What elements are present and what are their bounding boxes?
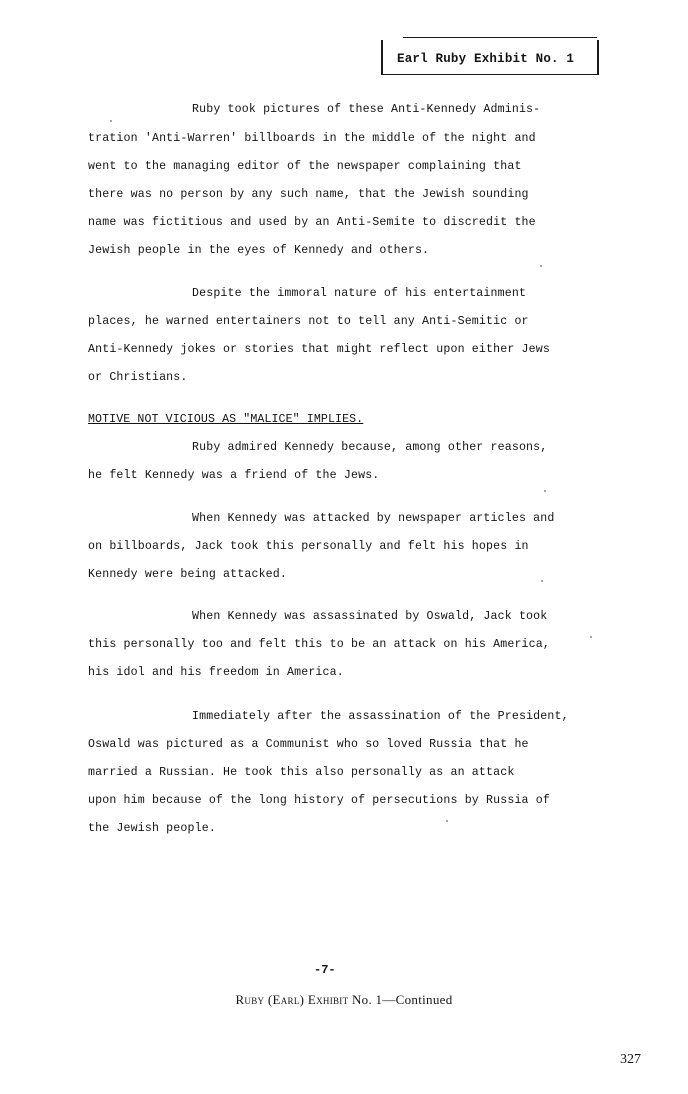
scan-speck xyxy=(110,120,112,122)
text-line: When Kennedy was attacked by newspaper articles and xyxy=(192,512,555,525)
caption-earl: (Earl) xyxy=(267,992,305,1007)
exhibit-caption xyxy=(0,992,688,1008)
text-line: name was fictitious and used by an Anti-Semite to discredit the xyxy=(88,216,536,229)
scan-speck xyxy=(446,820,448,822)
text-line: on billboards, Jack took this personally and felt his hopes in xyxy=(88,540,529,553)
text-line: married a Russian. He took this also personally as an attack xyxy=(88,766,515,779)
caption-ruby: Ruby xyxy=(235,992,265,1007)
folio-number: 327 xyxy=(620,1052,641,1067)
text-line: Ruby admired Kennedy because, among other reasons, xyxy=(192,441,548,454)
exhibit-label-box xyxy=(381,40,599,75)
text-line: upon him because of the long history of persecutions by Russia of xyxy=(88,794,550,807)
text-line: this personally too and felt this to be an attack on his America, xyxy=(88,638,550,651)
text-line: the Jewish people. xyxy=(88,822,216,835)
text-line: or Christians. xyxy=(88,371,188,384)
caption-exhibit: Exhibit xyxy=(307,992,349,1007)
text-line: his idol and his freedom in America. xyxy=(88,666,344,679)
scan-speck xyxy=(541,580,543,582)
text-line: Despite the immoral nature of his entertainment xyxy=(192,287,527,300)
text-line: Anti-Kennedy jokes or stories that might reflect upon either Jews xyxy=(88,343,550,356)
text-line: When Kennedy was assassinated by Oswald, Jack took xyxy=(192,610,548,623)
exhibit-label: Earl Ruby Exhibit No. 1 xyxy=(397,52,575,66)
text-line: Jewish people in the eyes of Kennedy and others. xyxy=(88,244,430,257)
scan-speck xyxy=(590,636,592,638)
scan-speck xyxy=(540,265,542,267)
caption-rest: No. 1—Continued xyxy=(351,992,453,1007)
text-line: Kennedy were being attacked. xyxy=(88,568,288,581)
text-line: places, he warned entertainers not to tell any Anti-Semitic or xyxy=(88,315,529,328)
text-line: Immediately after the assassination of the President, xyxy=(192,710,569,723)
text-line: went to the managing editor of the newspaper complaining that xyxy=(88,160,522,173)
text-line: he felt Kennedy was a friend of the Jews. xyxy=(88,469,380,482)
scan-speck xyxy=(544,490,546,492)
text-line: tration 'Anti-Warren' billboards in the middle of the night and xyxy=(88,132,536,145)
text-line: there was no person by any such name, that the Jewish sounding xyxy=(88,188,529,201)
page-number: -7- xyxy=(314,963,336,977)
text-line: Oswald was pictured as a Communist who so loved Russia that he xyxy=(88,738,529,751)
section-heading: MOTIVE NOT VICIOUS AS "MALICE" IMPLIES. xyxy=(88,413,364,426)
text-line: Ruby took pictures of these Anti-Kennedy Adminis- xyxy=(192,103,541,116)
